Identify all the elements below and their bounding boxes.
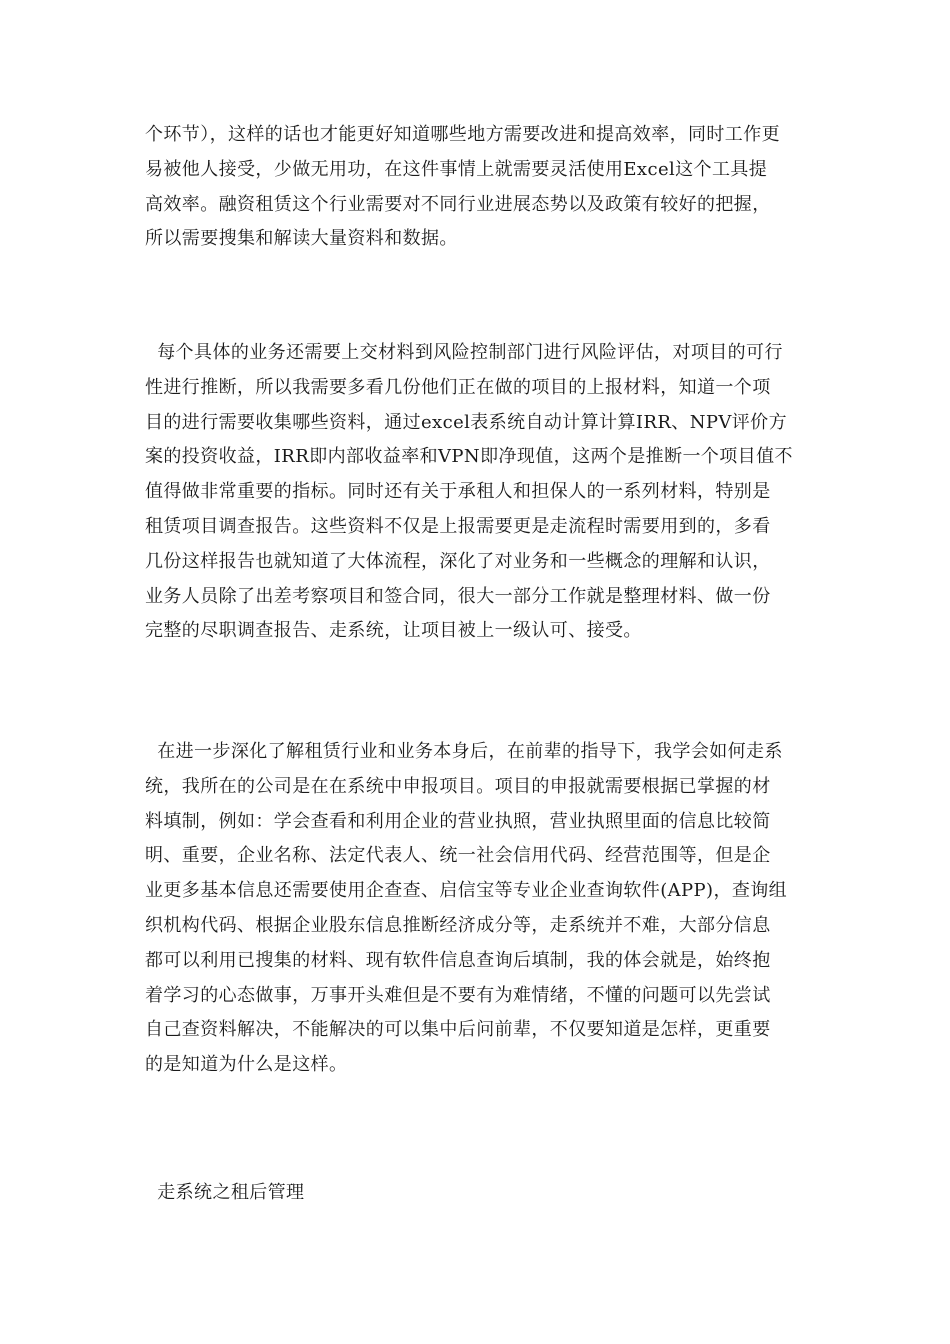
- paragraph-2: [145, 336, 807, 649]
- paragraph-line: 租赁项目调查报告。这些资料不仅是上报需要更是走流程时需要用到的，多看: [145, 515, 771, 537]
- paragraph-line: 性进行推断，所以我需要多看几份他们正在做的项目的上报材料，知道一个项: [145, 376, 771, 398]
- paragraph-line: 统，我所在的公司是在在系统中申报项目。项目的申报就需要根据已掌握的材: [145, 775, 771, 797]
- paragraph-line: 目的进行需要收集哪些资料，通过excel表系统自动计算计算IRR、NPV评价方: [145, 411, 787, 433]
- paragraph-line: 易被他人接受，少做无用功，在这件事情上就需要灵活使用Excel这个工具提: [145, 158, 768, 180]
- paragraph-3: [145, 735, 807, 1083]
- paragraph-line: 高效率。融资租赁这个行业需要对不同行业进展态势以及政策有较好的把握，: [145, 193, 771, 215]
- paragraph-line: 业更多基本信息还需要使用企查查、启信宝等专业企业查询软件(APP)，查询组: [145, 880, 788, 902]
- paragraph-line: 料填制，例如：学会查看和利用企业的营业执照，营业执照里面的信息比较简: [145, 810, 771, 832]
- paragraph-line: 所以需要搜集和解读大量资料和数据。: [145, 228, 458, 250]
- paragraph-line: 几份这样报告也就知道了大体流程，深化了对业务和一些概念的理解和认识，: [145, 550, 771, 572]
- paragraph-line: 在进一步深化了解租赁行业和业务本身后，在前辈的指导下，我学会如何走系: [145, 741, 783, 762]
- paragraph-line: 案的投资收益，IRR即内部收益率和VPN即净现值，这两个是推断一个项目值不: [145, 446, 793, 468]
- paragraph-line: 业务人员除了出差考察项目和签合同，很大一部分工作就是整理材料、做一份: [145, 585, 771, 607]
- paragraph-line: 自己查资料解决，不能解决的可以集中后问前辈，不仅要知道是怎样，更重要: [145, 1019, 771, 1041]
- paragraph-line: 明、重要，企业名称、法定代表人、统一社会信用代码、经营范围等，但是企: [145, 845, 771, 867]
- paragraph-1: [145, 118, 807, 257]
- section-heading: [145, 1176, 807, 1211]
- paragraph-line: 的是知道为什么是这样。: [145, 1054, 348, 1076]
- paragraph-line: 着学习的心态做事，万事开头难但是不要有为难情绪，不懂的问题可以先尝试: [145, 984, 771, 1006]
- section-heading-text: 走系统之租后管理: [145, 1182, 305, 1203]
- paragraph-line: 值得做非常重要的指标。同时还有关于承租人和担保人的一系列材料，特别是: [145, 481, 771, 503]
- paragraph-line: 每个具体的业务还需要上交材料到风险控制部门进行风险评估，对项目的可行: [145, 342, 783, 363]
- paragraph-line: 个环节），这样的话也才能更好知道哪些地方需要改进和提高效率，同时工作更: [145, 124, 780, 145]
- paragraph-line: 完整的尽职调查报告、走系统，让项目被上一级认可、接受。: [145, 620, 642, 642]
- paragraph-line: 织机构代码、根据企业股东信息推断经济成分等，走系统并不难，大部分信息: [145, 914, 771, 936]
- paragraph-line: 都可以利用已搜集的材料、现有软件信息查询后填制，我的体会就是，始终抱: [145, 949, 771, 971]
